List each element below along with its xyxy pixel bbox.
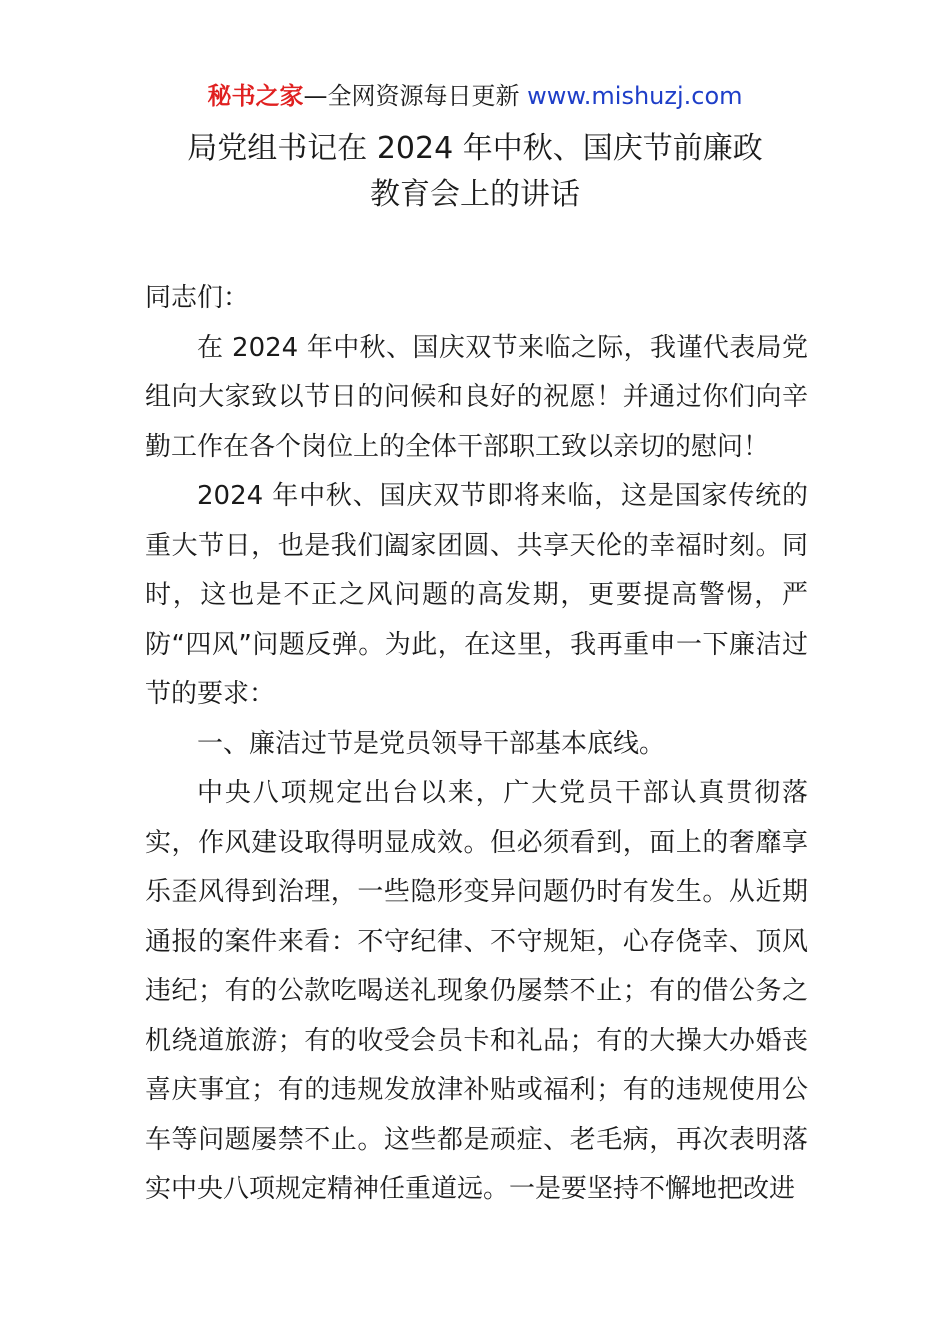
document-title — [0, 126, 950, 218]
title-line-1: 局党组书记在 2024 年中秋、国庆节前廉政 — [187, 131, 763, 166]
site-url: www.mishuzj.com — [527, 82, 743, 110]
header-tagline: —全网资源每日更新 — [303, 82, 528, 110]
salutation: 同志们： — [145, 283, 250, 313]
paragraph-greeting: 在 2024 年中秋、国庆双节来临之际，我谨代表局党组向大家致以节日的问候和良好的祝愿！并通过你们向辛勤工作在各个岗位上的全体干部职工致以亲切的慰问！ — [145, 332, 808, 462]
document-body — [145, 274, 808, 1215]
section-heading-1: 一、廉洁过节是党员领导干部基本底线。 — [197, 728, 666, 759]
paragraph-regulations: 中央八项规定出台以来，广大党员干部认真贯彻落实，作风建设取得明显成效。但必须看到，面上的奢靡享乐歪风得到治理，一些隐形变异问题仍时有发生。从近期通报的案件来看：不守纪律、不守规矩，心存侥幸、顶风违纪；有的公款吃喝送礼现象仍屡禁不止；有的借公务之机绕道旅游；有的收受会员卡和礼品；有的大操大办婚丧喜庆事宜；有的违规发放津补贴或福利；有的违规使用公车等问题屡禁不止。这些都是顽症、老毛病，再次表明落实中央八项规定精神任重道远。一是要坚持不懈地把改进 — [145, 778, 808, 1204]
paragraph-holiday: 2024 年中秋、国庆双节即将来临，这是国家传统的重大节日，也是我们阖家团圆、共享天伦的幸福时刻。同时，这也是不正之风问题的高发期，更要提高警惕，严防“四风”问题反弹。为此，在这里，我再重申一下廉洁过节的要求： — [145, 481, 808, 709]
title-line-2: 教育会上的讲话 — [370, 177, 580, 212]
brand-name: 秘书之家 — [207, 82, 304, 110]
site-header — [0, 80, 950, 112]
